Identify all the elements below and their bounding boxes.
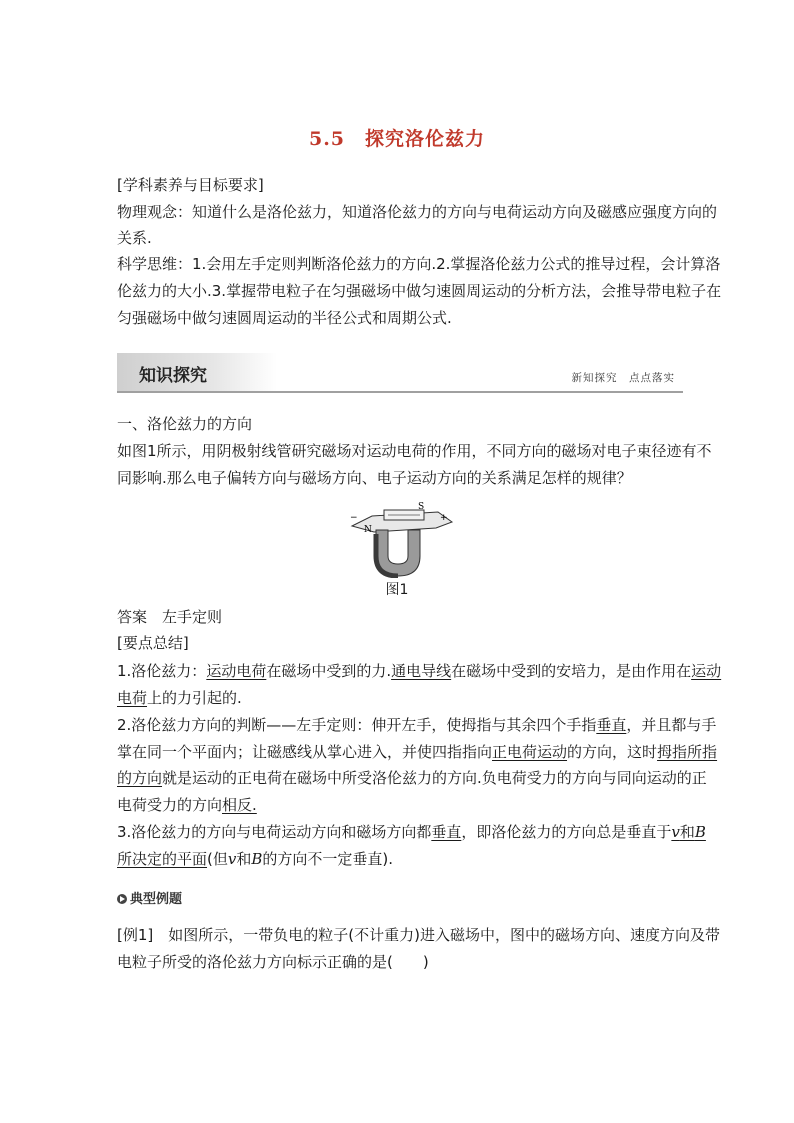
typical-examples-heading: 典型例题 <box>117 888 182 907</box>
play-circle-icon <box>117 894 127 904</box>
example1-line-1: [例1] 如图所示，一带负电的粒子(不计重力)进入磁场中，图中的磁场方向、速度方向及带 <box>117 926 720 944</box>
example1-line-2: 电粒子所受的洛伦兹力方向标示正确的是( ) <box>117 953 429 971</box>
cathode-ray-tube-figure <box>348 496 458 578</box>
figure-caption: 图1 <box>385 582 409 598</box>
summary-p3-line-1: 3.洛伦兹力的方向与电荷运动方向和磁场方向都垂直，即洛伦兹力的方向总是垂直于v和B <box>117 823 706 841</box>
label-plus: + <box>440 513 448 523</box>
physics-concept-line-2: 关系. <box>117 229 152 247</box>
summary-p2-line-3: 的方向就是运动的正电荷在磁场中所受洛伦兹力的方向.负电荷受力的方向与同向运动的正 <box>117 769 707 787</box>
intro-line-2: 同影响.那么电子偏转方向与磁场方向、电子运动方向的关系满足怎样的规律？ <box>117 469 632 487</box>
summary-p2-line-1: 2.洛伦兹力方向的判断——左手定则：伸开左手，使拇指与其余四个手指垂直，并且都与手 <box>117 716 717 734</box>
physics-concept-line-1: 物理观念：知道什么是洛伦兹力，知道洛伦兹力的方向与电荷运动方向及磁感应强度方向的 <box>117 203 718 221</box>
summary-p2-line-2: 掌在同一个平面内；让磁感线从掌心进入，并使四指指向正电荷运动的方向，这时拇指所指 <box>117 743 718 761</box>
sci-thinking-line-2: 伦兹力的大小.3.掌握带电粒子在匀强磁场中做匀速圆周运动的分析方法，会推导带电粒子在 <box>117 282 722 300</box>
intro-line-1: 如图1所示，用阴极射线管研究磁场对运动电荷的作用，不同方向的磁场对电子束径迹有不 <box>117 442 712 460</box>
section-banner <box>117 353 683 393</box>
summary-p2-line-4: 电荷受力的方向相反. <box>117 796 257 814</box>
section-heading: 一、洛伦兹力的方向 <box>117 415 253 433</box>
summary-p3-line-2: 所决定的平面(但v和B的方向不一定垂直). <box>117 850 394 868</box>
goals-header: [学科素养与目标要求] <box>117 176 264 194</box>
summary-p1-line-1: 1.洛伦兹力：运动电荷在磁场中受到的力.通电导线在磁场中受到的安培力，是由作用在运动 <box>117 662 722 680</box>
answer-line: 答案 左手定则 <box>117 608 223 626</box>
summary-p1-line-2: 电荷上的力引起的. <box>117 689 242 707</box>
label-n: N <box>364 525 372 535</box>
summary-header: [要点总结] <box>117 634 189 652</box>
banner-subtitle: 新知探究 点点落实 <box>571 372 675 384</box>
label-minus: − <box>350 513 358 523</box>
sci-thinking-line-3: 匀强磁场中做匀速圆周运动的半径公式和周期公式. <box>117 309 452 327</box>
sci-thinking-line-1: 科学思维：1.会用左手定则判断洛伦兹力的方向.2.掌握洛伦兹力公式的推导过程，会计算洛 <box>117 255 721 273</box>
label-s: S <box>418 502 425 512</box>
banner-rule <box>117 391 683 393</box>
banner-title: 知识探究 <box>139 366 207 386</box>
page-title: 5.5 探究洛伦兹力 <box>308 128 486 150</box>
